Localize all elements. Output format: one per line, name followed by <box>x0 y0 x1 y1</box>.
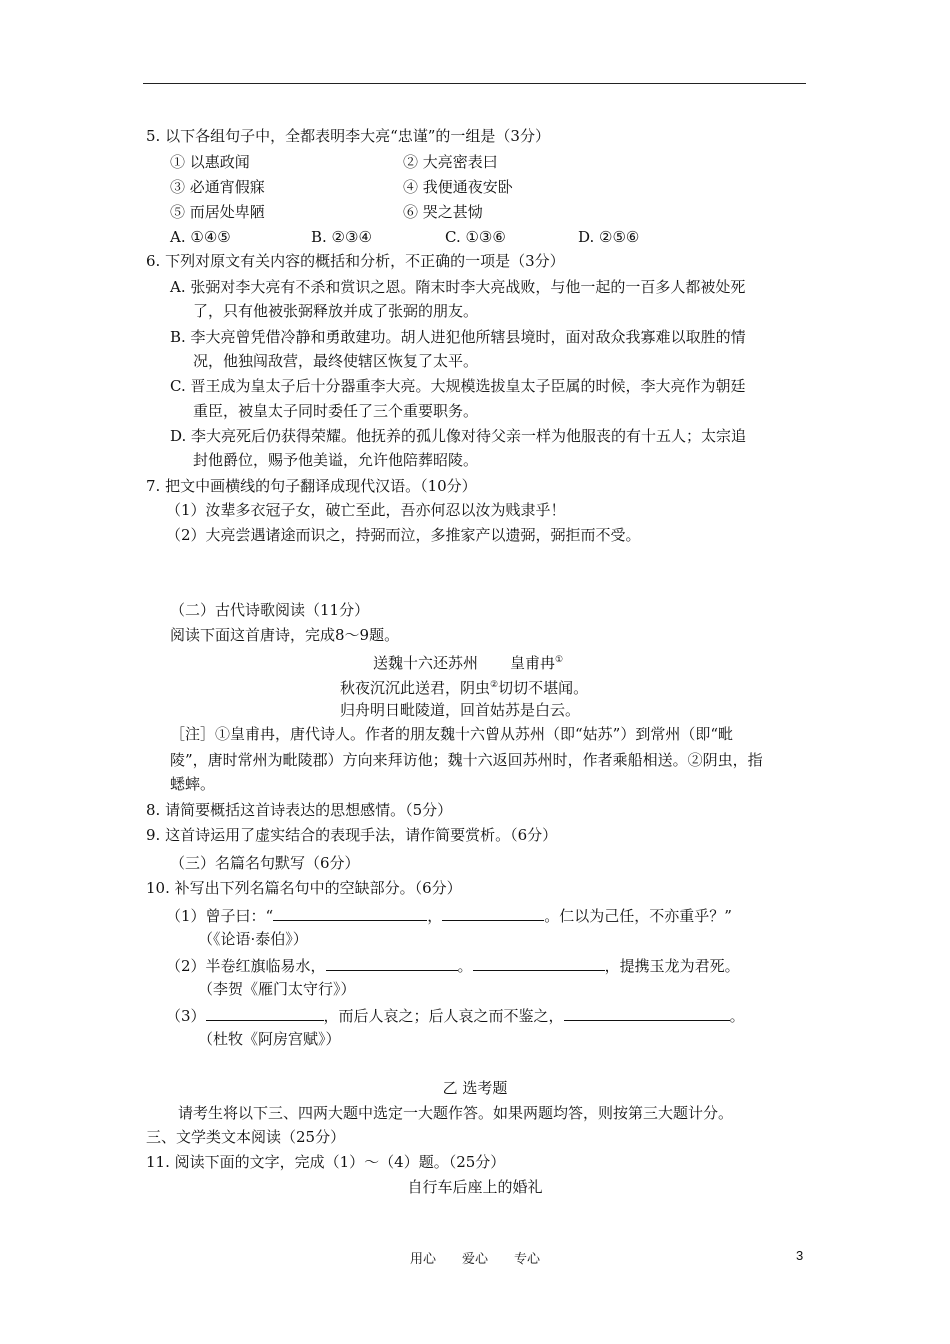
q5-option-b: B. ②③④ <box>311 228 372 246</box>
q5-option-d: D. ②⑤⑥ <box>578 228 640 246</box>
q7-sentence-1: （1）汝辈多衣冠子女，破亡至此，吾亦何忍以汝为贱隶乎！ <box>166 501 566 519</box>
q10-item-2: （2）半卷红旗临易水， 。 ，提携玉龙为君死。 <box>166 954 740 976</box>
q6-option-c-line1: C. 晋王成为皇太子后十分器重李大亮。大规模选拔皇太子臣属的时候，李大亮作为朝廷 <box>170 377 746 395</box>
answer-blank-2[interactable] <box>442 904 544 921</box>
answer-blank-4[interactable] <box>473 954 605 971</box>
q6-option-b-line1: B. 李大亮曾凭借冷静和勇敢建功。胡人进犯他所辖县境时，面对敌众我寡难以取胜的情 <box>170 328 746 346</box>
header-rule <box>143 83 806 84</box>
page-number: 3 <box>796 1248 804 1263</box>
footer-motto: 用心 爱心 专心 <box>409 1252 541 1267</box>
q5-stem: 5. 以下各组句子中，全都表明李大亮“忠谨”的一组是（3分） <box>146 127 550 145</box>
q5-option-a: A. ①④⑤ <box>170 228 231 246</box>
q10-item-3: （3） ，而后人哀之；后人哀之而不鉴之， 。 <box>166 1004 745 1026</box>
q7-sentence-2: （2）大亮尝遇诸途而识之，持弼而泣，多推家产以遗弼，弼拒而不受。 <box>166 526 641 544</box>
q8-stem: 8. 请简要概括这首诗表达的思想感情。（5分） <box>146 801 453 819</box>
q6-stem: 6. 下列对原文有关内容的概括和分析，不正确的一项是（3分） <box>146 252 565 270</box>
q6-option-a-line1: A. 张弼对李大亮有不杀和赏识之恩。隋末时李大亮战败，与他一起的一百多人都被处死 <box>170 278 746 296</box>
q9-stem: 9. 这首诗运用了虚实结合的表现手法，请作简要赏析。（6分） <box>146 826 558 844</box>
q10-stem: 10. 补写出下列名篇名句中的空缺部分。（6分） <box>146 879 462 897</box>
poetry-instruction: 阅读下面这首唐诗，完成8～9题。 <box>170 626 400 644</box>
q10-item-1-source: （《论语·泰伯》） <box>198 930 308 948</box>
q5-item-3: ③ 必通宵假寐 <box>170 178 265 196</box>
poem-title <box>373 650 563 673</box>
section-3-heading: 三、文学类文本阅读（25分） <box>146 1128 346 1146</box>
poem-title-text: 送魏十六还苏州 <box>373 654 479 672</box>
q5-item-4: ④ 我便通夜安卧 <box>403 178 513 196</box>
q5-item-5: ⑤ 而居处卑陋 <box>170 203 265 221</box>
poem-note-line1: ［注］①皇甫冉，唐代诗人。作者的朋友魏十六曾从苏州（即“姑苏”）到常州（即“毗 <box>170 725 734 743</box>
q6-option-b-line2: 况，他独闯敌营，最终使辖区恢复了太平。 <box>193 352 479 370</box>
answer-blank-3[interactable] <box>326 954 458 971</box>
poem-note-line3: 蟋蟀。 <box>170 775 216 793</box>
poem-line-1: 秋夜沉沉此送君，阴虫②切切不堪闻。 <box>340 679 589 697</box>
answer-blank-5[interactable] <box>206 1004 324 1021</box>
elective-heading: 乙 选考题 <box>442 1079 508 1097</box>
q5-item-2: ② 大亮密表曰 <box>403 153 498 171</box>
elective-instruction: 请考生将以下三、四两大题中选定一大题作答。如果两题均答，则按第三大题计分。 <box>178 1104 734 1122</box>
q7-stem: 7. 把文中画横线的句子翻译成现代汉语。（10分） <box>146 477 477 495</box>
q5-option-c: C. ①③⑥ <box>445 228 506 246</box>
story-title: 自行车后座上的婚礼 <box>407 1178 543 1196</box>
poem-line-2: 归舟明日毗陵道，回首姑苏是白云。 <box>340 701 581 719</box>
q6-option-d-line1: D. 李大亮死后仍获得荣耀。他抚养的孤儿像对待父亲一样为他服丧的有十五人；太宗追 <box>170 427 747 445</box>
q10-item-2-source: （李贺《雁门太守行》） <box>198 980 356 998</box>
q6-option-d-line2: 封他爵位，赐予他美谥，允许他陪葬昭陵。 <box>193 451 479 469</box>
footnote-marker-1: ① <box>555 655 564 665</box>
q10-item-1: （1）曾子曰：“ ， 。仁以为己任，不亦重乎？” <box>166 904 732 926</box>
answer-blank-6[interactable] <box>564 1004 730 1021</box>
q6-option-a-line2: 了，只有他被张弼释放并成了张弼的朋友。 <box>193 302 479 320</box>
poem-note-line2: 陵”，唐时常州为毗陵郡）方向来拜访他；魏十六返回苏州时，作者乘船相送。②阴虫，指 <box>170 751 763 769</box>
answer-blank-1[interactable] <box>273 904 427 921</box>
q11-stem: 11. 阅读下面的文字，完成（1）～（4）题。（25分） <box>146 1153 506 1171</box>
q6-option-c-line2: 重臣，被皇太子同时委任了三个重要职务。 <box>193 402 479 420</box>
q10-item-3-source: （杜牧《阿房宫赋》） <box>198 1030 341 1048</box>
q5-item-1: ① 以惠政闻 <box>170 153 250 171</box>
poetry-section-heading: （二）古代诗歌阅读（11分） <box>170 601 370 619</box>
famous-lines-section-heading: （三）名篇名句默写（6分） <box>170 854 360 872</box>
q5-item-6: ⑥ 哭之甚恸 <box>403 203 483 221</box>
poem-author: 皇甫冉 <box>510 654 556 672</box>
footnote-marker-2: ② <box>490 680 499 690</box>
